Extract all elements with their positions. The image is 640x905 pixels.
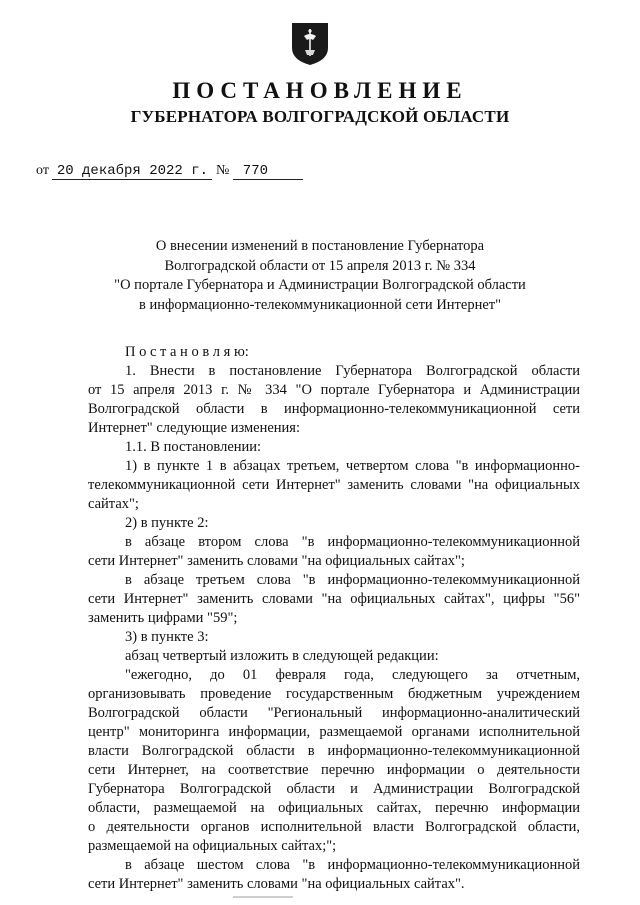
body-line: в абзаце втором слова "в информационно-телекоммуникационной bbox=[125, 534, 580, 550]
body-line: сети Интернет" заменить словами "на официальных сайтах". bbox=[88, 876, 465, 892]
body-line: 1.1. В постановлении: bbox=[125, 439, 262, 455]
body-line: 2) в пункте 2: bbox=[125, 515, 209, 531]
body-line: Губернатора Волгоградской области и Администрации Волгоградской bbox=[88, 781, 580, 797]
body-line: размещаемой на официальных сайтах;"; bbox=[88, 838, 337, 854]
body-line: от 15 апреля 2013 г. № 334 "О портале Губернатора и Администрации bbox=[88, 382, 580, 398]
dateline bbox=[36, 163, 303, 180]
body-line: центр" мониторинга информации, размещаемой органами исполнительной bbox=[88, 724, 580, 740]
body-line: в абзаце третьем слова "в информационно-телекоммуникационной bbox=[125, 572, 580, 588]
document-subtitle: ГУБЕРНАТОРА ВОЛГОГРАДСКОЙ ОБЛАСТИ bbox=[130, 107, 510, 126]
body-line: организовывать проведение государственным бюджетным учреждением bbox=[88, 686, 580, 702]
decree-intro: П о с т а н о в л я ю: bbox=[125, 344, 249, 360]
document-body bbox=[88, 343, 580, 894]
body-line: сайтах"; bbox=[88, 496, 139, 512]
body-line: "ежегодно, до 01 февраля года, следующего за отчетным, bbox=[125, 667, 580, 683]
body-line: телекоммуникационной сети Интернет" заменить словами "на официальных bbox=[88, 477, 580, 493]
date-field: 20 декабря 2022 г. bbox=[52, 164, 212, 180]
body-line: 1. Внести в постановление Губернатора Волгоградской области bbox=[125, 363, 580, 379]
body-line: сети Интернет" заменить словами "на официальных сайтах", цифры "56" bbox=[88, 591, 580, 607]
body-line: 3) в пункте 3: bbox=[125, 629, 209, 645]
body-line: Волгоградской области "Региональный информационно-аналитический bbox=[88, 705, 580, 721]
number-label: № bbox=[215, 163, 230, 178]
body-line: Интернет" следующие изменения: bbox=[88, 420, 300, 436]
body-line: власти Волгоградской области в информационно-телекоммуникационной bbox=[88, 743, 580, 759]
subject-line: "О портале Губернатора и Администрации Волгоградской области bbox=[114, 277, 526, 293]
subject-line: Волгоградской области от 15 апреля 2013 г. № 334 bbox=[164, 257, 476, 274]
body-line: в абзаце шестом слова "в информационно-телекоммуникационной bbox=[125, 857, 580, 873]
number-field: 770 bbox=[233, 164, 303, 180]
body-line: заменить цифрами "59"; bbox=[88, 610, 238, 626]
coat-of-arms-emblem bbox=[291, 22, 329, 66]
scan-mark bbox=[233, 896, 293, 898]
document-title: ПОСТАНОВЛЕНИЕ bbox=[172, 78, 468, 103]
body-line: области, размещаемой на официальных сайтах, перечню информации bbox=[88, 800, 580, 816]
body-line: о деятельности органов исполнительной власти Волгоградской области, bbox=[88, 819, 580, 835]
body-line: Волгоградской области в информационно-телекоммуникационной сети bbox=[88, 401, 580, 417]
from-label: от bbox=[36, 163, 49, 178]
subject-line: в информационно-телекоммуникационной сети Интернет" bbox=[138, 296, 502, 313]
body-line: абзац четвертый изложить в следующей редакции: bbox=[125, 648, 439, 664]
body-line: сети Интернет" заменить словами "на официальных сайтах"; bbox=[88, 553, 465, 569]
body-line: 1) в пункте 1 в абзацах третьем, четвертом слова "в информационно- bbox=[125, 458, 580, 474]
body-line: сети Интернет, на соответствие перечню информации о деятельности bbox=[88, 762, 580, 778]
subject-line: О внесении изменений в постановление Губернатора bbox=[155, 238, 485, 254]
subject-heading bbox=[0, 237, 640, 315]
